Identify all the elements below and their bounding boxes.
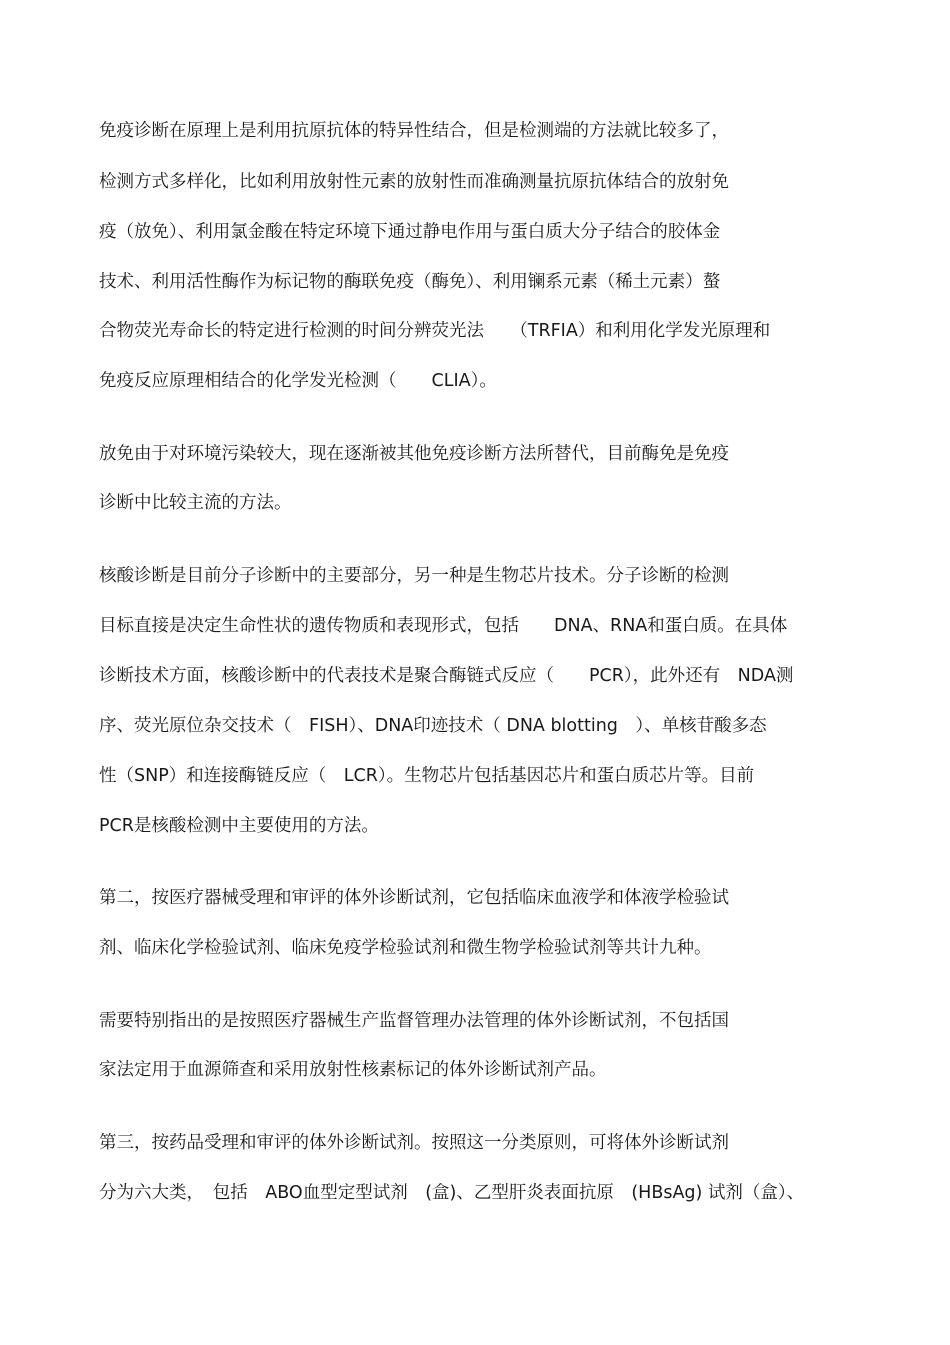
- paragraph-3-line-3: 诊断技术方面，核酸诊断中的代表技术是聚合酶链式反应（ PCR），此外还有 NDA测: [99, 666, 794, 686]
- paragraph-6-line-1: 第三，按药品受理和审评的体外诊断试剂。按照这一分类原则，可将体外诊断试剂: [99, 1133, 729, 1153]
- paragraph-3-line-6: PCR是核酸检测中主要使用的方法。: [99, 816, 379, 836]
- paragraph-1-line-1: 免疫诊断在原理上是利用抗原抗体的特异性结合，但是检测端的方法就比较多了，: [99, 121, 729, 141]
- paragraph-3-line-5: 性（SNP）和连接酶链反应（ LCR）。生物芯片包括基因芯片和蛋白质芯片等。目前: [99, 766, 755, 786]
- paragraph-1-line-6: 免疫反应原理相结合的化学发光检测（ CLIA）。: [99, 371, 497, 391]
- paragraph-1-line-2: 检测方式多样化，比如利用放射性元素的放射性而准确测量抗原抗体结合的放射免: [99, 172, 729, 192]
- paragraph-6-line-2: 分为六大类， 包括 ABO血型定型试剂 (盒)、乙型肝炎表面抗原 (HBsAg) 试剂（盒）、: [99, 1183, 805, 1203]
- paragraph-4-line-1: 第二，按医疗器械受理和审评的体外诊断试剂，它包括临床血液学和体液学检验试: [99, 888, 729, 908]
- paragraph-5-line-1: 需要特别指出的是按照医疗器械生产监督管理办法管理的体外诊断试剂，不包括国: [99, 1011, 729, 1031]
- paragraph-5-line-2: 家法定用于血源筛查和采用放射性核素标记的体外诊断试剂产品。: [99, 1060, 607, 1080]
- paragraph-3-line-1: 核酸诊断是目前分子诊断中的主要部分，另一种是生物芯片技术。分子诊断的检测: [99, 566, 729, 586]
- paragraph-3-line-4: 序、荧光原位杂交技术（ FISH）、DNA印迹技术（ DNA blotting ）、单核苷酸多态: [99, 716, 767, 736]
- paragraph-2-line-1: 放免由于对环境污染较大，现在逐渐被其他免疫诊断方法所替代，目前酶免是免疫: [99, 444, 729, 464]
- paragraph-3-line-2: 目标直接是决定生命性状的遗传物质和表现形式，包括 DNA、RNA和蛋白质。在具体: [99, 616, 788, 636]
- paragraph-4-line-2: 剂、临床化学检验试剂、临床免疫学检验试剂和微生物学检验试剂等共计九种。: [99, 938, 712, 958]
- paragraph-1-line-4: 技术、利用活性酶作为标记物的酶联免疫（酶免）、利用镧系元素（稀土元素）螯: [99, 272, 721, 292]
- paragraph-2-line-2: 诊断中比较主流的方法。: [99, 493, 292, 513]
- paragraph-1-line-5: 合物荧光寿命长的特定进行检测的时间分辨荧光法 （TRFIA）和利用化学发光原理和: [99, 321, 771, 341]
- paragraph-1-line-3: 疫（放免）、利用氯金酸在特定环境下通过静电作用与蛋白质大分子结合的胶体金: [99, 222, 721, 242]
